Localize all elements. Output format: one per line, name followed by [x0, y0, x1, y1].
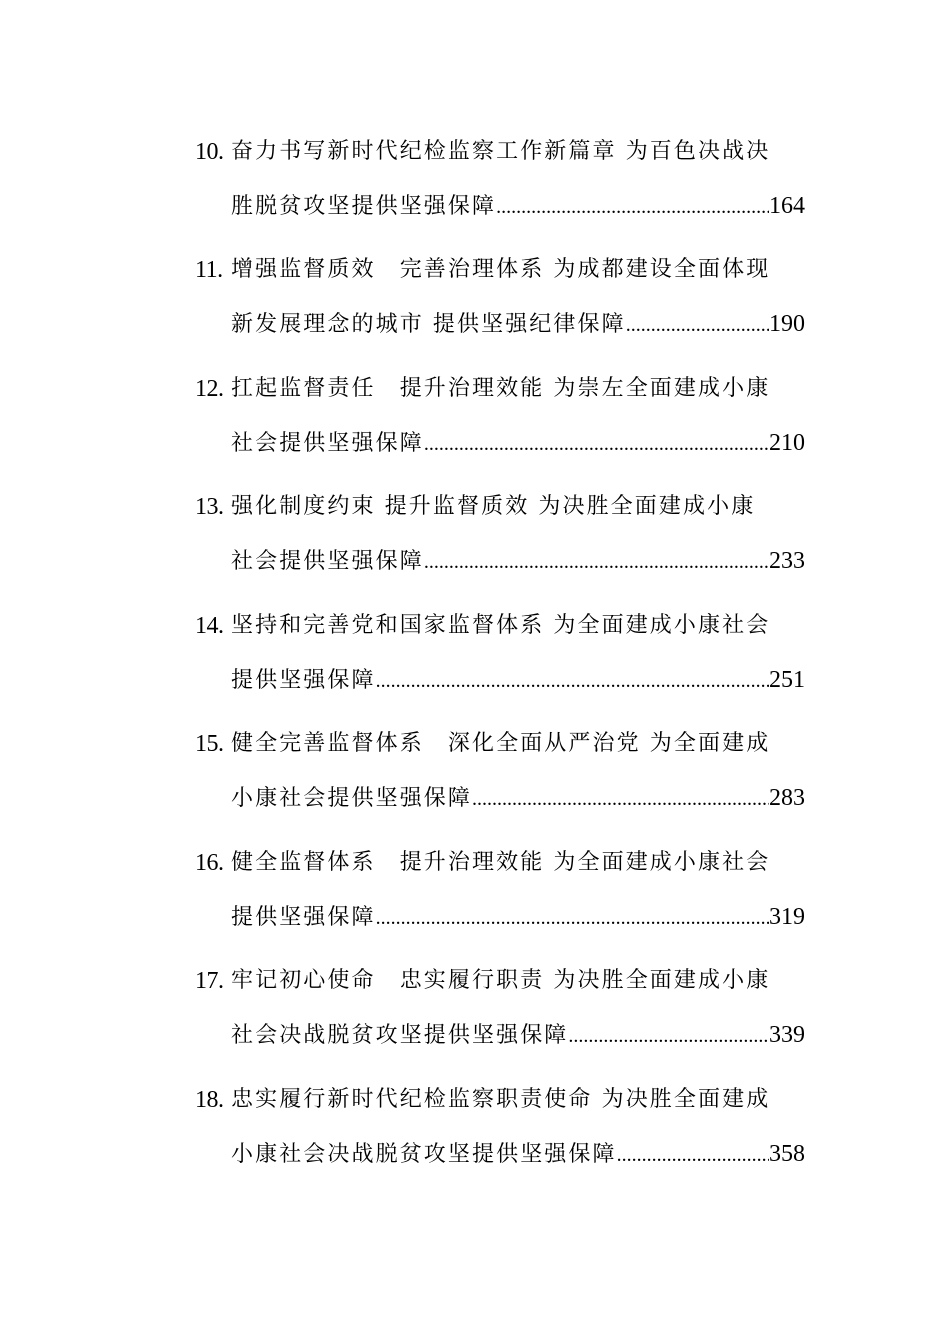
dot-leader	[496, 190, 769, 224]
entry-title-line1: 健全监督体系 提升治理效能 为全面建成小康社会	[231, 850, 771, 875]
entry-title-line2-row	[231, 781, 805, 815]
entry-number: 10.	[195, 139, 224, 165]
entry-title-line1: 奋力书写新时代纪检监察工作新篇章 为百色决战决	[231, 139, 771, 164]
dot-leader	[472, 782, 769, 816]
entry-title-line2: 提供坚强保障	[231, 668, 376, 693]
entry-title-line2: 社会决战脱贫攻坚提供坚强保障	[231, 1023, 569, 1048]
toc-entry-18[interactable]	[195, 1083, 805, 1193]
dot-leader	[568, 1019, 769, 1053]
page-number: 233	[769, 548, 805, 574]
entry-title-line2-row	[231, 544, 805, 578]
page-number: 339	[769, 1022, 805, 1048]
toc-entry-14[interactable]	[195, 609, 805, 719]
entry-title-line2: 社会提供坚强保障	[231, 549, 424, 574]
dot-leader	[376, 901, 769, 935]
entry-title-line2-row	[231, 663, 805, 697]
entry-title-line2: 提供坚强保障	[231, 905, 376, 930]
entry-title-line1: 增强监督质效 完善治理体系 为成都建设全面体现	[231, 257, 771, 282]
entry-title-line1: 忠实履行新时代纪检监察职责使命 为决胜全面建成	[231, 1087, 771, 1112]
entry-number: 13.	[195, 494, 224, 520]
entry-title-line2: 社会提供坚强保障	[231, 431, 424, 456]
page-number: 210	[769, 430, 805, 456]
entry-title-line2: 新发展理念的城市 提供坚强纪律保障	[231, 312, 626, 337]
page-number: 164	[769, 193, 805, 219]
toc-entry-15[interactable]	[195, 727, 805, 837]
page-number: 190	[769, 311, 805, 337]
toc-entry-13[interactable]	[195, 490, 805, 600]
entry-number: 15.	[195, 731, 224, 757]
entry-title-line2: 小康社会决战脱贫攻坚提供坚强保障	[231, 1142, 617, 1167]
page-number: 251	[769, 667, 805, 693]
dot-leader	[424, 545, 769, 579]
entry-title-line2: 小康社会提供坚强保障	[231, 786, 473, 811]
entry-number: 12.	[195, 376, 224, 402]
dot-leader	[617, 1138, 769, 1172]
entry-title-line1: 健全完善监督体系 深化全面从严治党 为全面建成	[231, 731, 771, 756]
dot-leader	[424, 427, 769, 461]
toc-entry-12[interactable]	[195, 372, 805, 482]
toc-entry-17[interactable]	[195, 964, 805, 1074]
page-number: 319	[769, 904, 805, 930]
entry-number: 17.	[195, 968, 224, 994]
toc-entry-10[interactable]	[195, 135, 805, 245]
entry-title-line2-row	[231, 189, 805, 223]
entry-title-line1: 坚持和完善党和国家监督体系 为全面建成小康社会	[231, 613, 771, 638]
entry-title-line2-row	[231, 1018, 805, 1052]
entry-title-line1: 牢记初心使命 忠实履行职责 为决胜全面建成小康	[231, 968, 771, 993]
page-number: 358	[769, 1141, 805, 1167]
dot-leader	[376, 664, 769, 698]
toc-entry-16[interactable]	[195, 846, 805, 956]
entry-title-line2-row	[231, 307, 805, 341]
entry-title-line2-row	[231, 900, 805, 934]
entry-title-line2: 胜脱贫攻坚提供坚强保障	[231, 194, 497, 219]
dot-leader	[626, 308, 769, 342]
entry-number: 14.	[195, 613, 224, 639]
entry-title-line2-row	[231, 426, 805, 460]
entry-title-line1: 强化制度约束 提升监督质效 为决胜全面建成小康	[231, 494, 756, 519]
toc-entry-11[interactable]	[195, 253, 805, 363]
page-number: 283	[769, 785, 805, 811]
entry-title-line2-row	[231, 1137, 805, 1171]
entry-number: 11.	[195, 257, 223, 283]
entry-number: 16.	[195, 850, 224, 876]
entry-title-line1: 扛起监督责任 提升治理效能 为崇左全面建成小康	[231, 376, 771, 401]
entry-number: 18.	[195, 1087, 224, 1113]
